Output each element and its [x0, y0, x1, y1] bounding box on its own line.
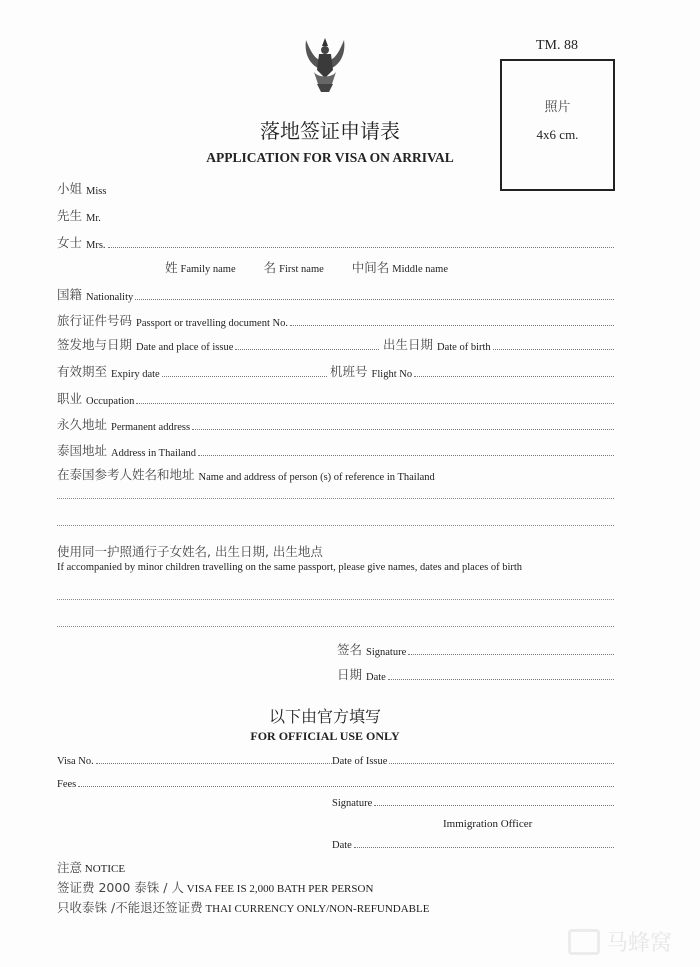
expiry-date-input-line[interactable] [162, 376, 327, 377]
label-cn: 在泰国参考人姓名和地址 [57, 467, 195, 482]
label-cn: 女士 [57, 235, 83, 250]
label-cn: 小姐 [57, 181, 83, 196]
officer-signature-field[interactable] [332, 798, 614, 809]
expiry-date-field[interactable] [57, 362, 327, 380]
label-en: Passport or travelling document No. [136, 318, 288, 329]
reference-person-input-line-1[interactable] [57, 498, 614, 499]
notice-title: 注意 NOTICE [57, 860, 126, 875]
notice-line-fee: 签证费 2000 泰铢 / 人 VISA FEE IS 2,000 BATH PER PERSON [57, 880, 374, 895]
label-en: Date of Issue [332, 756, 388, 767]
children-label-en [57, 562, 522, 573]
immigration-officer-label: Immigration Officer [443, 818, 533, 830]
label-en: Date of birth [437, 342, 491, 353]
date-of-birth-field[interactable] [383, 335, 614, 353]
visa-no-field[interactable] [57, 756, 332, 767]
date-field[interactable] [337, 665, 614, 683]
form-code: TM. 88 [536, 38, 578, 53]
notice-line-currency: 只收泰铢 /不能退还签证费 THAI CURRENCY ONLY/NON-REFUNDABLE [57, 900, 430, 915]
salutation-mr[interactable] [57, 206, 101, 224]
family-name-label: 姓 Family name [165, 260, 236, 275]
name-input-line[interactable] [108, 247, 614, 248]
name-field[interactable] [57, 233, 614, 251]
label-en: Occupation [86, 396, 135, 407]
visa-no-input-line[interactable] [96, 763, 332, 764]
label-cn: 国籍 [57, 287, 83, 302]
signature-input-line[interactable] [408, 654, 614, 655]
date-of-issue-input-line[interactable] [389, 763, 614, 764]
children-label-cn [57, 542, 327, 560]
label-en: Nationality [86, 292, 134, 303]
reference-person-label [57, 465, 435, 483]
permanent-address-input-line[interactable] [192, 429, 614, 430]
name-labels [165, 258, 448, 276]
address-thailand-field[interactable] [57, 441, 614, 459]
flight-no-field[interactable] [330, 362, 614, 380]
mafengwo-logo-icon [568, 929, 600, 955]
label-en: Signature [332, 798, 373, 809]
occupation-field[interactable] [57, 389, 614, 407]
issue-date-place-input-line[interactable] [235, 349, 379, 350]
occupation-input-line[interactable] [136, 403, 614, 404]
page-title-en: APPLICATION FOR VISA ON ARRIVAL [206, 150, 454, 165]
label-en: Date [366, 672, 386, 683]
page-title-cn: 落地签证申请表 [260, 119, 400, 143]
photo-size: 4x6 cm. [536, 127, 579, 142]
label-en: Signature [366, 647, 407, 658]
date-of-birth-input-line[interactable] [493, 349, 614, 350]
middle-name-label: 中间名 Middle name [351, 260, 448, 275]
flight-no-input-line[interactable] [414, 376, 614, 377]
official-title-en: FOR OFFICIAL USE ONLY [250, 729, 400, 743]
officer-date-input-line[interactable] [354, 847, 614, 848]
label-cn: 签名 [337, 642, 363, 657]
reference-person-input-line-2[interactable] [57, 525, 614, 526]
permanent-address-field[interactable] [57, 415, 614, 433]
label-cn: 签发地与日期 [57, 337, 133, 352]
passport-no-input-line[interactable] [290, 325, 614, 326]
official-title-cn: 以下由官方填写 [268, 707, 381, 726]
fees-field[interactable] [57, 779, 614, 790]
label-cn: 泰国地址 [57, 443, 108, 458]
label-cn: 职业 [57, 391, 83, 406]
label-en: Fees [57, 779, 77, 790]
date-input-line[interactable] [388, 679, 614, 680]
signature-field[interactable] [337, 640, 614, 658]
label-en: If accompanied by minor children travelling on the same passport, please give names, dates and places of birth [57, 562, 523, 573]
label-cn: 先生 [57, 208, 83, 223]
nationality-input-line[interactable] [135, 299, 614, 300]
label-cn: 日期 [337, 667, 363, 682]
label-en: Mrs. [86, 240, 106, 251]
issue-date-place-field[interactable] [57, 335, 379, 353]
label-cn: 使用同一护照通行子女姓名, 出生日期, 出生地点 [57, 544, 323, 559]
watermark-text: 马蜂窝 [606, 931, 673, 956]
watermark [568, 926, 672, 957]
label-en: Name and address of person (s) of reference in Thailand [198, 472, 435, 483]
first-name-label: 名 First name [263, 260, 324, 275]
label-en: Date [332, 840, 352, 851]
label-cn: 旅行证件号码 [57, 313, 133, 328]
children-input-line-1[interactable] [57, 599, 614, 600]
nationality-field[interactable] [57, 285, 614, 303]
garuda-emblem-icon [302, 34, 348, 96]
label-en: Expiry date [111, 369, 160, 380]
label-cn: 机班号 [330, 364, 368, 379]
label-en: Mr. [86, 213, 101, 224]
officer-date-field[interactable] [332, 840, 614, 851]
label-cn: 有效期至 [57, 364, 108, 379]
label-cn: 出生日期 [383, 337, 434, 352]
photo-label: 照片 [544, 100, 571, 115]
passport-no-field[interactable] [57, 311, 614, 329]
label-en: Permanent address [111, 422, 191, 433]
address-thailand-input-line[interactable] [198, 455, 614, 456]
label-en: Date and place of issue [136, 342, 234, 353]
salutation-miss[interactable] [57, 179, 106, 197]
label-en: Flight No [371, 369, 413, 380]
children-input-line-2[interactable] [57, 626, 614, 627]
label-cn: 永久地址 [57, 417, 108, 432]
date-of-issue-field[interactable] [332, 756, 614, 767]
fees-input-line[interactable] [78, 786, 614, 787]
label-en: Address in Thailand [111, 448, 196, 459]
officer-signature-input-line[interactable] [374, 805, 614, 806]
label-en: Miss [86, 186, 107, 197]
label-en: Visa No. [57, 756, 94, 767]
